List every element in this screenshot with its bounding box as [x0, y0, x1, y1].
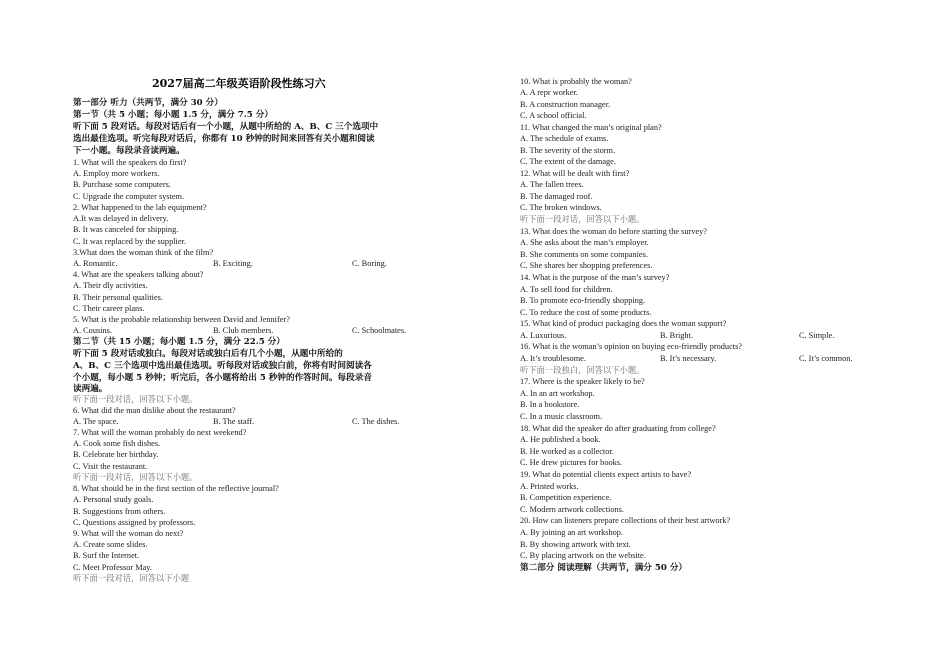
option-c: C. It’s common.	[799, 354, 853, 363]
option-b: B. The staff.	[213, 417, 255, 426]
option-b: B. The damaged roof.	[520, 192, 593, 201]
option-b: B. Celebrate her birthday.	[73, 450, 159, 459]
option-b: B. He worked as a collector.	[520, 447, 614, 456]
option-b: B. Surf the Internet.	[73, 551, 140, 560]
question-stem: 6. What did the man dislike about the restaurant?	[73, 406, 236, 415]
section2-instructions-line: 读两遍。	[73, 384, 108, 394]
question-stem: 2. What happened to the lab equipment?	[73, 203, 207, 212]
option-a: A. By joining an art workshop.	[520, 528, 624, 537]
option-b: B. It’s necessary.	[660, 354, 717, 363]
option-c: C. Questions assigned by professors.	[73, 518, 196, 527]
option-c: C. By placing artwork on the website.	[520, 551, 646, 560]
option-a: A. Create some slides.	[73, 540, 148, 549]
option-b: B. In a bookstore.	[520, 400, 580, 409]
section1-heading: 第一节（共 5 小题；每小题 1.5 分，满分 7.5 分）	[73, 110, 273, 120]
question-stem: 12. What will be dealt with first?	[520, 169, 630, 178]
option-a: A. It’s troublesome.	[520, 354, 586, 363]
option-a: A. To sell food for children.	[520, 285, 613, 294]
question-stem: 1. What will the speakers do first?	[73, 158, 187, 167]
options-row	[73, 326, 445, 336]
option-a: A. The space.	[73, 417, 119, 426]
section1-instructions-line: 下一小题。每段录音读两遍。	[73, 146, 185, 156]
option-c: C. The dishes.	[352, 417, 400, 426]
question-stem: 15. What kind of product packaging does the woman support?	[520, 319, 727, 328]
option-b: B. By showing artwork with text.	[520, 540, 631, 549]
option-a: A. She asks about the man’s employer.	[520, 238, 649, 247]
option-c: C. The broken windows.	[520, 203, 602, 212]
option-b: B. It was canceled for shipping.	[73, 225, 179, 234]
listen-note: 听下面一段独白，回答以下小题。	[520, 366, 645, 375]
option-c: C. The extent of the damage.	[520, 157, 616, 166]
section2-heading: 第二节（共 15 小题；每小题 1.5 分，满分 22.5 分）	[73, 337, 285, 347]
option-a: A. Personal study goals.	[73, 495, 154, 504]
option-c: C. Modern artwork collections.	[520, 505, 624, 514]
question-stem: 3.What does the woman think of the film?	[73, 248, 214, 257]
option-c: C. A school official.	[520, 111, 587, 120]
option-c: C. Visit the restaurant.	[73, 462, 148, 471]
options-row	[73, 259, 445, 269]
option-c: C. Boring.	[352, 259, 387, 268]
option-c: C. Their career plans.	[73, 304, 145, 313]
option-c: C. Schoolmates.	[352, 326, 407, 335]
option-b: B. Bright.	[660, 331, 693, 340]
option-a: A.It was delayed in delivery.	[73, 214, 169, 223]
option-a: A. Luxurious.	[520, 331, 567, 340]
question-stem: 7. What will the woman probably do next weekend?	[73, 428, 247, 437]
option-b: B. Suggestions from others.	[73, 507, 166, 516]
listen-note: 听下面一段对话，回答以下小题	[73, 574, 190, 583]
listen-note: 听下面一段对话，回答以下小题。	[520, 215, 645, 224]
question-stem: 4. What are the speakers talking about?	[73, 270, 204, 279]
question-stem: 20. How can listeners prepare collections of their best artwork?	[520, 516, 731, 525]
question-stem: 11. What changed the man’s original plan?	[520, 123, 662, 132]
option-b: B. Exciting.	[213, 259, 253, 268]
listen-note: 听下面一段对话，回答以下小题。	[73, 395, 198, 404]
options-row	[73, 417, 445, 427]
option-c: C. She shares her shopping preferences.	[520, 261, 653, 270]
option-a: A. In an art workshop.	[520, 389, 595, 398]
question-stem: 16. What is the woman’s opinion on buying eco-friendly products?	[520, 342, 742, 351]
question-stem: 8. What should be in the first section of the reflective journal?	[73, 484, 279, 493]
options-row	[520, 331, 940, 341]
option-b: B. Their personal qualities.	[73, 293, 163, 302]
option-a: A. Romantic.	[73, 259, 118, 268]
option-a: A. The schedule of exams.	[520, 134, 609, 143]
option-c: C. Meet Professor May.	[73, 563, 152, 572]
option-a: A. Cousins.	[73, 326, 112, 335]
question-stem: 18. What did the speaker do after graduating from college?	[520, 424, 716, 433]
option-a: A. Employ more workers.	[73, 169, 160, 178]
option-b: B. The severity of the storm.	[520, 146, 616, 155]
option-a: A. A repr worker.	[520, 88, 578, 97]
section2-instructions-line: 听下面 5 段对话或独白。每段对话或独白后有几个小题，从题中所给的	[73, 349, 343, 359]
section2-instructions-line: 个小题，每小题 5 秒钟；听完后，各小题将给出 5 秒钟的作答时间。每段录音	[73, 373, 372, 383]
option-a: A. The fallen trees.	[520, 180, 584, 189]
option-a: A. Printed works.	[520, 482, 579, 491]
part1-heading: 第一部分 听力（共两节，满分 30 分）	[73, 98, 223, 108]
option-b: B. To promote eco-friendly shopping.	[520, 296, 646, 305]
option-c: C. In a music classroom.	[520, 412, 603, 421]
option-b: B. A construction manager.	[520, 100, 611, 109]
section2-instructions-line: A、B、C 三个选项中选出最佳选项。听每段对话或独白前，你将有时间阅读各	[73, 361, 372, 371]
option-c: C. He drew pictures for books.	[520, 458, 623, 467]
part2-heading: 第二部分 阅读理解（共两节，满分 50 分）	[520, 563, 688, 573]
option-b: B. Purchase some computers.	[73, 180, 171, 189]
option-b: B. Club members.	[213, 326, 274, 335]
question-stem: 14. What is the purpose of the man’s survey?	[520, 273, 670, 282]
question-stem: 19. What do potential clients expect artists to have?	[520, 470, 692, 479]
option-c: C. Simple.	[799, 331, 835, 340]
question-stem: 9. What will the woman do next?	[73, 529, 184, 538]
section1-instructions-line: 选出最佳选项。听完每段对话后，你都有 10 秒钟的时间来回答有关小题和阅读	[73, 134, 375, 144]
option-c: C. To reduce the cost of some products.	[520, 308, 652, 317]
section1-instructions-line: 听下面 5 段对话。每段对话后有一个小题，从题中所给的 A、B、C 三个选项中	[73, 122, 379, 132]
option-c: C. It was replaced by the supplier.	[73, 237, 186, 246]
option-a: A. Their dly activities.	[73, 281, 148, 290]
option-a: A. He published a book.	[520, 435, 601, 444]
page-title: 2027届高二年级英语阶段性练习六	[152, 77, 326, 90]
question-stem: 13. What does the woman do before starting the survey?	[520, 227, 707, 236]
option-b: B. She comments on some companies.	[520, 250, 648, 259]
option-a: A. Cook some fish dishes.	[73, 439, 161, 448]
question-stem: 17. Where is the speaker likely to be?	[520, 377, 645, 386]
question-stem: 5. What is the probable relationship between David and Jennifer?	[73, 315, 290, 324]
option-b: B. Competition experience.	[520, 493, 612, 502]
option-c: C. Upgrade the computer system.	[73, 192, 185, 201]
options-row	[520, 354, 940, 364]
listen-note: 听下面一段对话，回答以下小题。	[73, 473, 198, 482]
question-stem: 10. What is probably the woman?	[520, 77, 632, 86]
